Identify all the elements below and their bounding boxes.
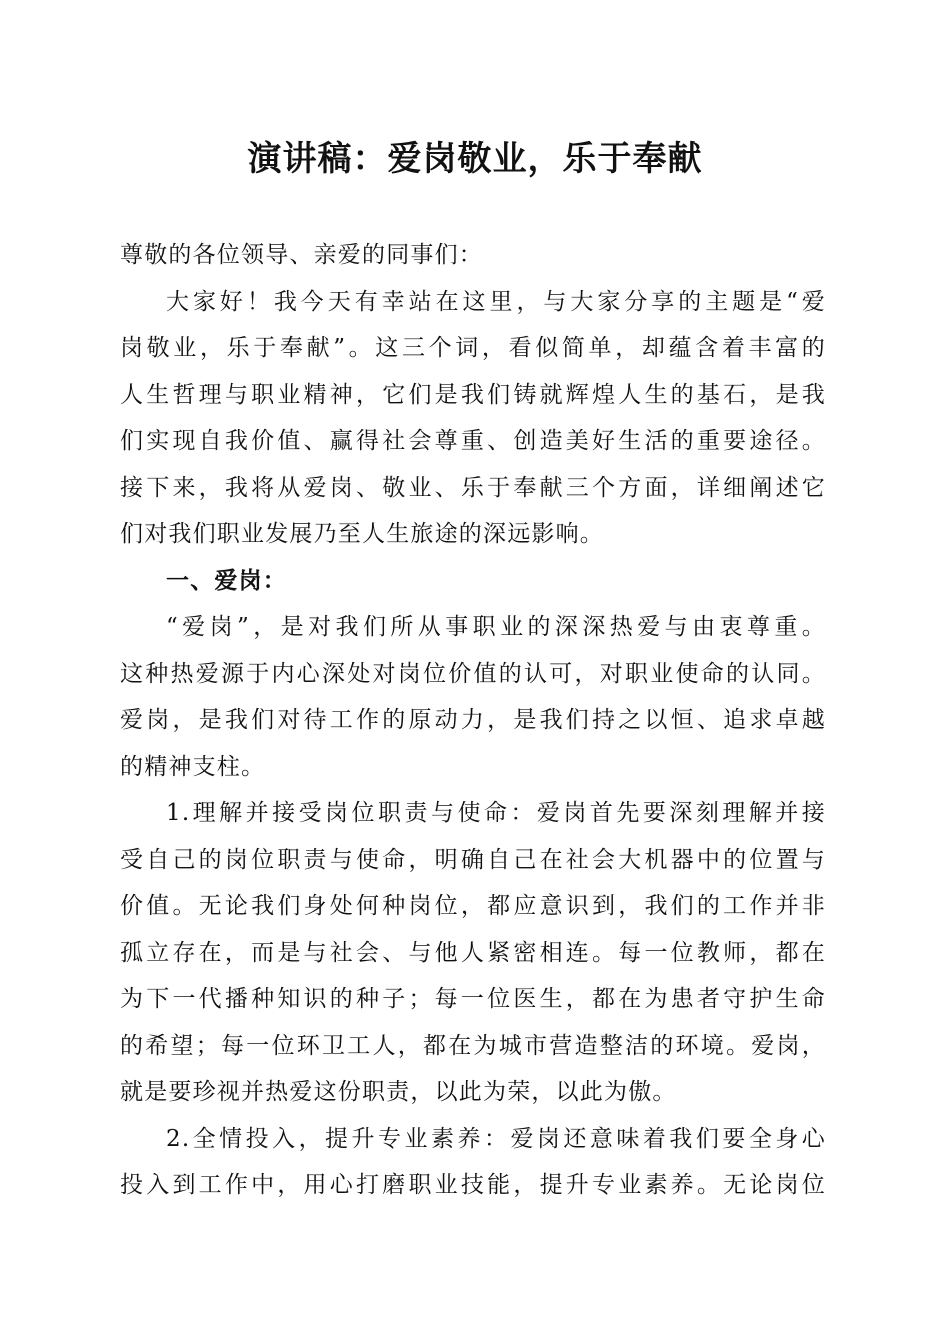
section-heading: 一、爱岗： [166,566,287,594]
paragraph-line: 2.全情投入，提升专业素养：爱岗还意味着我们要全身心 [166,1125,826,1152]
paragraph-line: 1.理解并接受岗位职责与使命：爱岗首先要深刻理解并接 [166,800,826,826]
paragraph-line: 为下一代播种知识的种子；每一位医生，都在为患者守护生命 [120,986,826,1012]
paragraph-line: 人生哲理与职业精神，它们是我们铸就辉煌人生的基石，是我 [120,381,826,408]
salutation-line: 尊敬的各位领导、亲爱的同事们： [120,242,483,268]
paragraph-line: 岗敬业，乐于奉献”。这三个词，看似简单，却蕴含着丰富的 [120,335,826,361]
paragraph-line: 爱岗，是我们对待工作的原动力，是我们持之以恒、追求卓越 [120,707,826,733]
paragraph-line: 受自己的岗位职责与使命，明确自己在社会大机器中的位置与 [120,846,826,873]
paragraph-line: 的精神支柱。 [120,753,266,780]
paragraph-line: 接下来，我将从爱岗、敬业、乐于奉献三个方面，详细阐述它 [120,474,826,501]
paragraph-line: 孤立存在，而是与社会、与他人紧密相连。每一位教师，都在 [120,939,826,966]
paragraph-line: 价值。无论我们身处何种岗位，都应意识到，我们的工作并非 [120,893,826,919]
paragraph-line: 投入到工作中，用心打磨职业技能，提升专业素养。无论岗位 [120,1172,826,1198]
paragraph-line: “爱岗”，是对我们所从事职业的深深热爱与由衷尊重。 [166,614,826,640]
paragraph-line: 大家好！我今天有幸站在这里，与大家分享的主题是“爱 [166,288,826,315]
paragraph-line: 的希望；每一位环卫工人，都在为城市营造整洁的环境。爱岗， [120,1032,826,1059]
paragraph-line: 们实现自我价值、赢得社会尊重、创造美好生活的重要途径。 [120,428,826,454]
paragraph-line: 这种热爱源于内心深处对岗位价值的认可，对职业使命的认同。 [120,660,826,687]
paragraph-line: 们对我们职业发展乃至人生旅途的深远影响。 [120,521,604,547]
document-body [120,232,826,1209]
paragraph-line: 就是要珍视并热爱这份职责，以此为荣，以此为傲。 [120,1079,677,1105]
document-title: 演讲稿：爱岗敬业，乐于奉献 [247,139,703,179]
